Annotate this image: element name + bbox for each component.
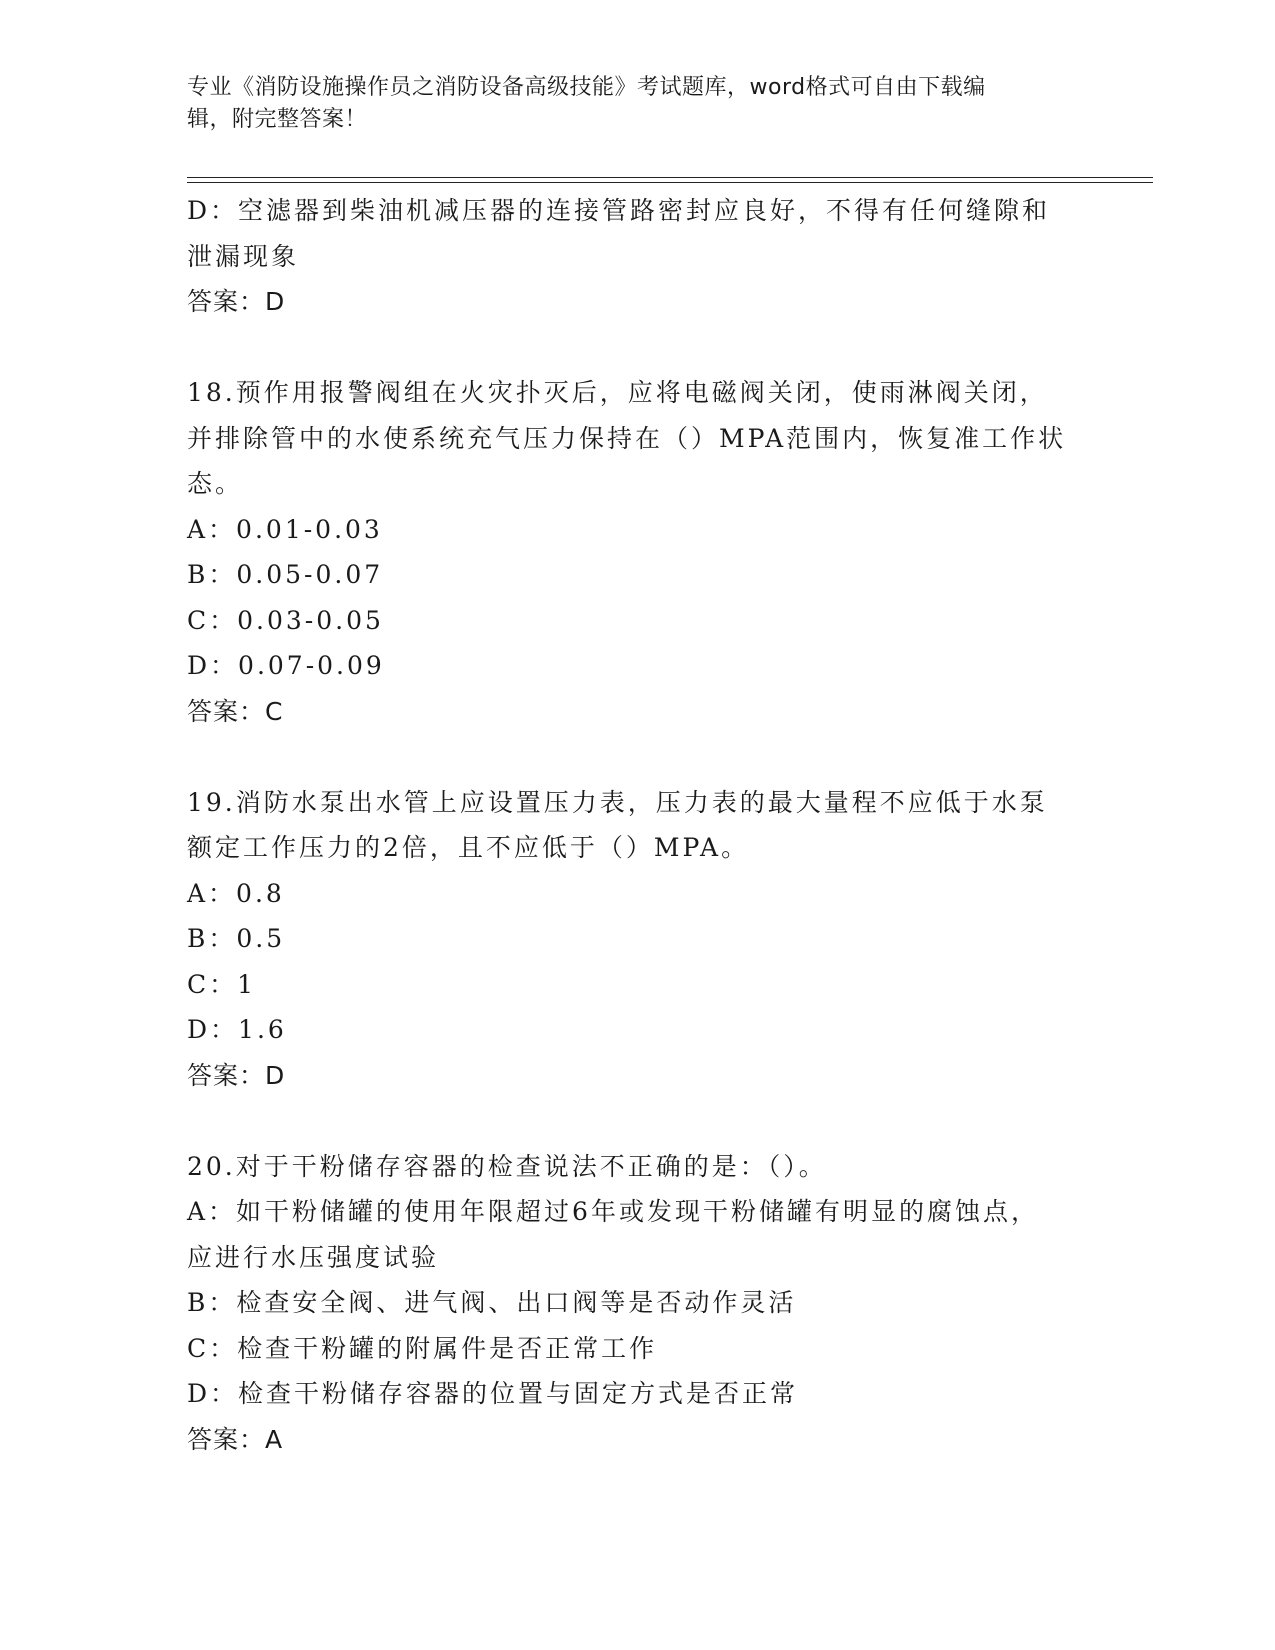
answer-label: 答案：D	[187, 1060, 286, 1090]
question-19	[187, 780, 1087, 1099]
question-20	[187, 1144, 1087, 1463]
question-stem: 19.消防水泵出水管上应设置压力表，压力表的最大量程不应低于水泵	[187, 787, 1048, 817]
question-17-tail	[187, 188, 1087, 325]
question-18	[187, 370, 1087, 734]
option-c: C：检查干粉罐的附属件是否正常工作	[187, 1333, 658, 1363]
option-c: C：1	[187, 969, 257, 999]
answer-label: 答案：D	[187, 287, 286, 316]
option-a-continued: 应进行水压强度试验	[187, 1242, 440, 1272]
spacer	[187, 734, 1087, 780]
option-b: B：0.05-0.07	[187, 560, 384, 589]
option-b: B：检查安全阀、进气阀、出口阀等是否动作灵活	[187, 1288, 797, 1317]
header-divider-top	[187, 177, 1153, 178]
header-divider-bottom	[187, 182, 1153, 183]
question-content	[187, 188, 1087, 1462]
spacer	[187, 1098, 1087, 1144]
option-d: D：1.6	[187, 1015, 287, 1044]
option-a: A：如干粉储罐的使用年限超过6年或发现干粉储罐有明显的腐蚀点，	[187, 1197, 1039, 1226]
question-stem-continued: 并排除管中的水使系统充气压力保持在（）MPA范围内，恢复准工作状	[187, 423, 1067, 453]
question-stem: 20.对于干粉储存容器的检查说法不正确的是：（）。	[187, 1151, 827, 1181]
option-a: A：0.8	[187, 878, 285, 908]
option-d: D：空滤器到柴油机减压器的连接管路密封应良好，不得有任何缝隙和	[187, 196, 1051, 225]
header-line-1: 专业《消防设施操作员之消防设备高级技能》考试题库，word格式可自由下载编	[187, 75, 986, 100]
answer-label: 答案：A	[187, 1424, 284, 1454]
option-a: A：0.01-0.03	[187, 514, 383, 544]
question-stem: 18.预作用报警阀组在火灾扑灭后，应将电磁阀关闭，使雨淋阀关闭，	[187, 378, 1048, 407]
option-c: C：0.03-0.05	[187, 605, 384, 635]
question-stem-continued: 态。	[187, 469, 244, 498]
answer-label: 答案：C	[187, 696, 284, 726]
question-stem-continued: 额定工作压力的2倍，且不应低于（）MPA。	[187, 833, 750, 862]
spacer	[187, 325, 1087, 371]
option-b: B：0.5	[187, 924, 286, 953]
page-header	[187, 72, 1067, 136]
option-d: D：0.07-0.09	[187, 651, 385, 680]
option-d: D：检查干粉储存容器的位置与固定方式是否正常	[187, 1379, 799, 1408]
header-line-2: 辑，附完整答案！	[187, 107, 368, 132]
option-d-continued: 泄漏现象	[187, 241, 300, 271]
